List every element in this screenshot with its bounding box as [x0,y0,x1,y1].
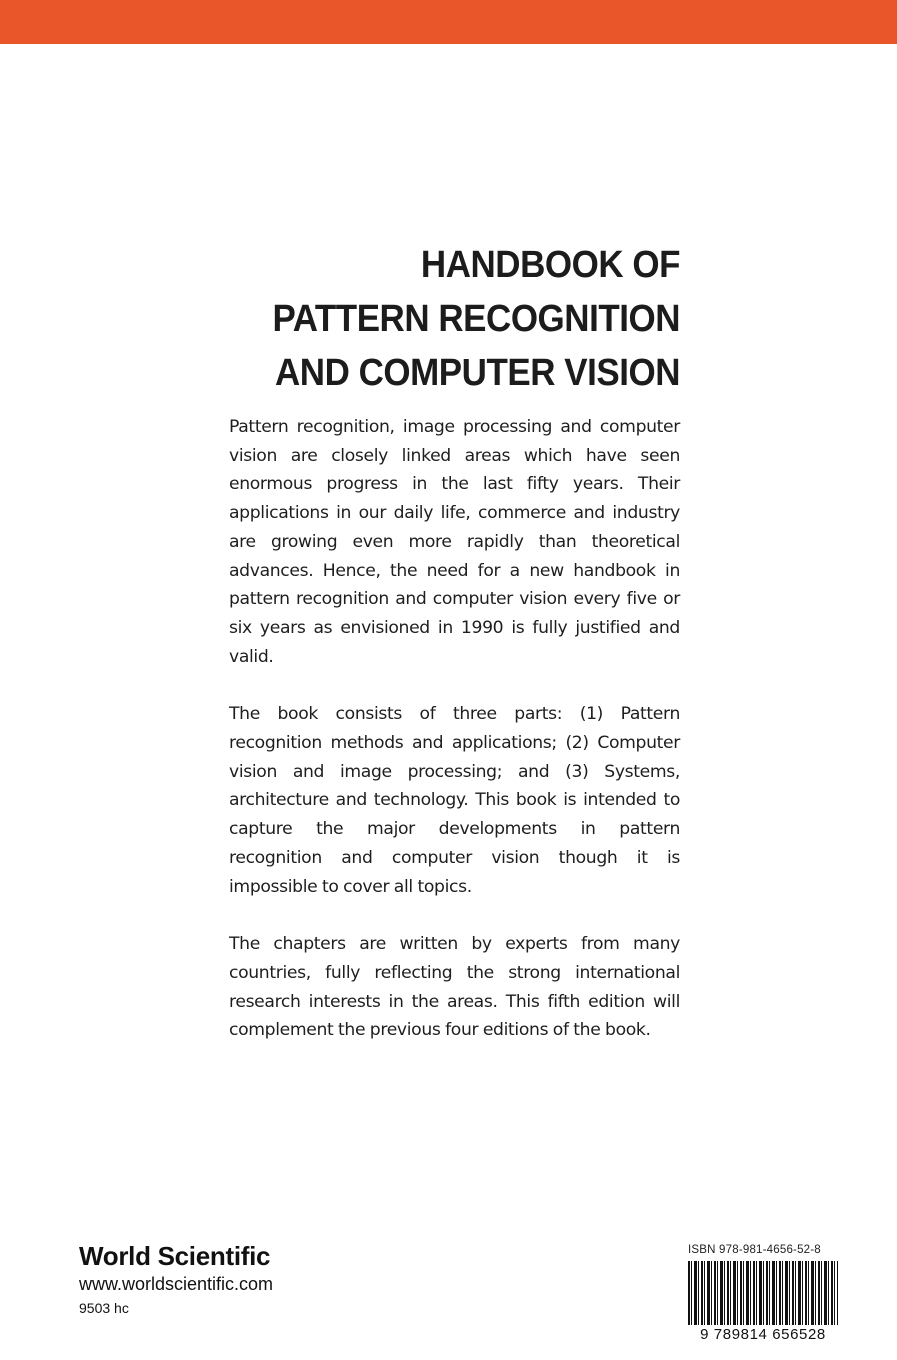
title-line-3: AND COMPUTER VISION [275,352,680,394]
blurb-paragraph-2: The book consists of three parts: (1) Pattern recognition methods and applications; (2) Computer vision and image processing; and (3) Systems, architecture and technology. This book is intended to capture the major developments in pattern recognition and computer vision though it is impossible to cover all topics. [229,704,680,897]
barcode-block [688,1244,838,1345]
publisher-name: World Scientific [79,1241,271,1271]
barcode-digits: 9 789814 656528 [688,1325,838,1345]
blurb-paragraph-3: The chapters are written by experts from many countries, fully reflecting the strong international research interests in the areas. This fifth edition will complement the previous four editions of the book. [229,934,680,1041]
product-code: 9503 hc [79,1300,129,1316]
blurb-paragraph-1: Pattern recognition, image processing and computer vision are closely linked areas which have seen enormous progress in the last fifty years. Their applications in our daily life, commerce and industry are growing even more rapidly than theoretical advances. Hence, the need for a new handbook in pattern recognition and computer vision every five or six years as envisioned in 1990 is fully justified and valid. [229,417,680,667]
isbn-label: ISBN 978-981-4656-52-8 [688,1244,821,1256]
publisher-block [79,1241,273,1318]
publisher-url: www.worldscientific.com [79,1274,274,1294]
blurb [229,413,680,1074]
book-title [255,238,680,400]
title-line-2: PATTERN RECOGNITION [272,298,680,340]
title-line-1: HANDBOOK OF [420,244,680,286]
barcode-image [688,1261,838,1345]
top-color-band [0,0,897,44]
